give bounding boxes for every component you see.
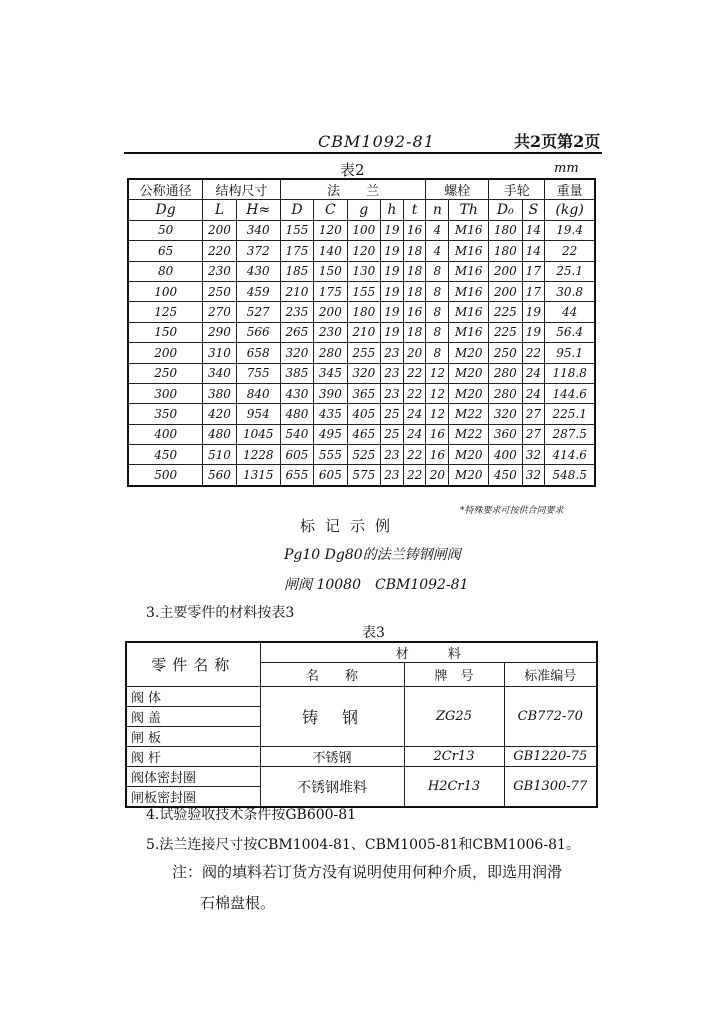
table-cell: 320 — [280, 343, 313, 363]
table-cell: 20 — [426, 465, 449, 486]
table-cell: 32 — [522, 445, 545, 465]
table-cell: 450 — [489, 465, 522, 486]
table-cell: 290 — [203, 322, 236, 342]
table-cell: 23 — [380, 445, 403, 465]
table-row — [126, 687, 597, 707]
section-5-text: 5.法兰连接尺寸按CBM1004-81、CBM1005-81和CBM1006-81。 — [146, 837, 580, 853]
table-cell: 144.6 — [545, 383, 595, 403]
table-row — [128, 343, 595, 363]
material-name-cell: 不锈钢堆料 — [260, 767, 404, 808]
table-cell: 200 — [128, 343, 203, 363]
table-cell: 150 — [128, 322, 203, 342]
table-cell: 250 — [128, 363, 203, 383]
table-cell: 225 — [489, 302, 522, 322]
table-cell: 350 — [128, 404, 203, 424]
table-cell: 210 — [347, 322, 380, 342]
table-subheader-row — [128, 200, 595, 220]
column-group-header: 材 料 — [260, 642, 597, 663]
table-cell: 566 — [236, 322, 280, 342]
note-line: 石棉盘根。 — [200, 894, 276, 912]
table-cell: 385 — [280, 363, 313, 383]
column-header: 牌 号 — [404, 663, 504, 687]
column-header: g — [347, 200, 380, 220]
table-cell: M16 — [449, 261, 489, 281]
table-cell: 19 — [380, 241, 403, 261]
table-cell: 320 — [347, 363, 380, 383]
marking-example-line: 闸阀 10080 CBM1092-81 — [284, 577, 469, 593]
table-cell: 18 — [403, 261, 426, 281]
table-cell: 200 — [203, 220, 236, 240]
table-cell: M16 — [449, 322, 489, 342]
table-cell: 540 — [280, 424, 313, 444]
page-indicator: 共2页第2页 — [514, 132, 601, 151]
table-cell: 280 — [314, 343, 347, 363]
table-cell: 525 — [347, 445, 380, 465]
table-cell: 459 — [236, 281, 280, 301]
table-cell: 24 — [522, 363, 545, 383]
table-cell: 19 — [380, 302, 403, 322]
table-cell: 140 — [314, 241, 347, 261]
standard-number: CBM1092-81 — [318, 132, 435, 151]
table-cell: 372 — [236, 241, 280, 261]
table-cell: 480 — [203, 424, 236, 444]
table-cell: 310 — [203, 343, 236, 363]
marking-example-line: Pg10 Dg80的法兰铸钢闸阀 — [284, 547, 461, 563]
table-cell: 44 — [545, 302, 595, 322]
table-cell: 19 — [522, 322, 545, 342]
table-cell: 340 — [236, 220, 280, 240]
table-cell: 25 — [380, 424, 403, 444]
table-cell: M20 — [449, 465, 489, 486]
table-row — [128, 363, 595, 383]
table-cell: 19 — [380, 220, 403, 240]
dimensions-table — [127, 178, 596, 487]
table-cell: 118.8 — [545, 363, 595, 383]
table-cell: 16 — [426, 424, 449, 444]
table-cell: 16 — [403, 302, 426, 322]
column-header: C — [314, 200, 347, 220]
table-cell: 23 — [380, 383, 403, 403]
table-cell: 658 — [236, 343, 280, 363]
table-cell: 465 — [347, 424, 380, 444]
material-standard-cell: CB772-70 — [504, 687, 597, 747]
column-header: S — [522, 200, 545, 220]
table-cell: 405 — [347, 404, 380, 424]
table-cell: 8 — [426, 261, 449, 281]
table-cell: 1045 — [236, 424, 280, 444]
table-cell: 12 — [426, 404, 449, 424]
column-group-header: 法 兰 — [280, 179, 426, 200]
table-cell: 19 — [380, 261, 403, 281]
table-cell: 24 — [403, 424, 426, 444]
table-cell: 22 — [403, 383, 426, 403]
table-cell: 95.1 — [545, 343, 595, 363]
table-cell: 14 — [522, 241, 545, 261]
table-cell: 8 — [426, 322, 449, 342]
table-cell: 390 — [314, 383, 347, 403]
column-group-header: 重量 — [545, 179, 595, 200]
table-cell: 210 — [280, 281, 313, 301]
table-cell: 1228 — [236, 445, 280, 465]
table-row — [128, 424, 595, 444]
table-cell: 8 — [426, 281, 449, 301]
table-cell: 420 — [203, 404, 236, 424]
part-name-cell: 阀盖 — [126, 707, 260, 727]
column-header: 标准编号 — [504, 663, 597, 687]
table-cell: 25 — [380, 404, 403, 424]
table-row — [128, 241, 595, 261]
table-cell: 100 — [128, 281, 203, 301]
material-grade-cell: ZG25 — [404, 687, 504, 747]
table-cell: 100 — [347, 220, 380, 240]
table-cell: 380 — [203, 383, 236, 403]
column-header: D — [280, 200, 313, 220]
table-cell: 605 — [314, 465, 347, 486]
table-cell: 23 — [380, 343, 403, 363]
column-header: Dg — [128, 200, 203, 220]
table-cell: M16 — [449, 220, 489, 240]
table-cell: 180 — [347, 302, 380, 322]
table-cell: 65 — [128, 241, 203, 261]
table-row — [128, 383, 595, 403]
table-cell: 23 — [380, 363, 403, 383]
table-cell: 250 — [489, 343, 522, 363]
column-group-header: 结构尺寸 — [203, 179, 280, 200]
material-grade-cell: H2Cr13 — [404, 767, 504, 808]
table-cell: 560 — [203, 465, 236, 486]
table-cell: 200 — [489, 261, 522, 281]
table-cell: M20 — [449, 445, 489, 465]
table-cell: 230 — [203, 261, 236, 281]
table-cell: 1315 — [236, 465, 280, 486]
table-cell: 22 — [403, 363, 426, 383]
column-header: 名 称 — [260, 663, 404, 687]
table-cell: 300 — [128, 383, 203, 403]
table-cell: 655 — [280, 465, 313, 486]
part-name-cell: 阀体 — [126, 687, 260, 707]
table-cell: 605 — [280, 445, 313, 465]
part-name-cell: 阀杆 — [126, 747, 260, 767]
column-header: t — [403, 200, 426, 220]
table-cell: 8 — [426, 302, 449, 322]
table-cell: 270 — [203, 302, 236, 322]
table-cell: 130 — [347, 261, 380, 281]
table-cell: 287.5 — [545, 424, 595, 444]
table-cell: 200 — [489, 281, 522, 301]
table-cell: 120 — [314, 220, 347, 240]
table-cell: 8 — [426, 343, 449, 363]
table-cell: 17 — [522, 261, 545, 281]
table-cell: 430 — [236, 261, 280, 281]
table-cell: 18 — [403, 322, 426, 342]
table-row — [128, 302, 595, 322]
table-cell: 180 — [489, 241, 522, 261]
column-group-header: 公称通径 — [128, 179, 203, 200]
table-cell: 25.1 — [545, 261, 595, 281]
table-cell: 495 — [314, 424, 347, 444]
part-name-cell: 闸板密封圈 — [126, 787, 260, 808]
table-row — [128, 220, 595, 240]
table2-caption: 表2 — [340, 161, 365, 179]
marking-example-heading: 标记示例 — [300, 517, 401, 535]
table-row — [128, 322, 595, 342]
table-cell: 555 — [314, 445, 347, 465]
table-cell: 280 — [489, 363, 522, 383]
column-header: D₀ — [489, 200, 522, 220]
column-header: Th — [449, 200, 489, 220]
table-cell: M22 — [449, 404, 489, 424]
table-cell: 185 — [280, 261, 313, 281]
table-cell: M16 — [449, 241, 489, 261]
table-cell: 30.8 — [545, 281, 595, 301]
table-cell: M22 — [449, 424, 489, 444]
table-row — [128, 261, 595, 281]
part-name-cell: 闸板 — [126, 727, 260, 747]
table-cell: 400 — [128, 424, 203, 444]
section-3-text: 3.主要零件的材料按表3 — [146, 605, 295, 621]
table-cell: 22 — [522, 343, 545, 363]
table-cell: 50 — [128, 220, 203, 240]
table-cell: M20 — [449, 343, 489, 363]
table-cell: 19 — [380, 322, 403, 342]
table-cell: 360 — [489, 424, 522, 444]
table-cell: M16 — [449, 281, 489, 301]
table-cell: 430 — [280, 383, 313, 403]
table-cell: 24 — [522, 383, 545, 403]
table-cell: 400 — [489, 445, 522, 465]
table-cell: 230 — [314, 322, 347, 342]
column-header: h — [380, 200, 403, 220]
table-row — [128, 404, 595, 424]
column-header: n — [426, 200, 449, 220]
table-cell: M20 — [449, 363, 489, 383]
table-cell: 175 — [314, 281, 347, 301]
column-group-header: 手轮 — [489, 179, 545, 200]
table-header-row — [126, 642, 597, 663]
table-row — [128, 465, 595, 486]
table-cell: 18 — [403, 281, 426, 301]
column-group-header: 螺栓 — [426, 179, 489, 200]
table-cell: M16 — [449, 302, 489, 322]
table-cell: 4 — [426, 241, 449, 261]
table-cell: 16 — [403, 220, 426, 240]
table-cell: 280 — [489, 383, 522, 403]
table-cell: 480 — [280, 404, 313, 424]
table-cell: 16 — [426, 445, 449, 465]
table-cell: 27 — [522, 404, 545, 424]
table2-unit: mm — [554, 161, 579, 176]
table-cell: 225.1 — [545, 404, 595, 424]
table-cell: 250 — [203, 281, 236, 301]
table-cell: 500 — [128, 465, 203, 486]
table-cell: 345 — [314, 363, 347, 383]
material-standard-cell: GB1220-75 — [504, 747, 597, 767]
table-cell: 180 — [489, 220, 522, 240]
header-rule — [124, 152, 602, 154]
table-cell: 954 — [236, 404, 280, 424]
material-name-cell: 不锈钢 — [260, 747, 404, 767]
table-row — [128, 445, 595, 465]
table-cell: 265 — [280, 322, 313, 342]
column-header: H≈ — [236, 200, 280, 220]
table-cell: 175 — [280, 241, 313, 261]
table-cell: 435 — [314, 404, 347, 424]
table-row — [128, 281, 595, 301]
table-cell: 22 — [403, 445, 426, 465]
table-cell: 365 — [347, 383, 380, 403]
table-cell: 120 — [347, 241, 380, 261]
table-cell: 150 — [314, 261, 347, 281]
table-row — [126, 767, 597, 787]
table-cell: 56.4 — [545, 322, 595, 342]
table-cell: 24 — [403, 404, 426, 424]
column-header: L — [203, 200, 236, 220]
table-cell: 32 — [522, 465, 545, 486]
material-standard-cell: GB1300-77 — [504, 767, 597, 808]
table-cell: 12 — [426, 363, 449, 383]
column-header: 零件名称 — [126, 642, 260, 687]
material-grade-cell: 2Cr13 — [404, 747, 504, 767]
table-cell: 18 — [403, 241, 426, 261]
material-name-cell: 铸 钢 — [260, 687, 404, 747]
table-cell: M20 — [449, 383, 489, 403]
table-cell: 19 — [380, 281, 403, 301]
table-cell: 19 — [522, 302, 545, 322]
table-cell: 23 — [380, 465, 403, 486]
note-line: 注：阀的填料若订货方没有说明使用何种介质，即选用润滑 — [172, 863, 563, 881]
section-4-text: 4.试验验收技术条件按GB600-81 — [146, 807, 357, 823]
table-cell: 450 — [128, 445, 203, 465]
table-cell: 340 — [203, 363, 236, 383]
table-cell: 27 — [522, 424, 545, 444]
table-cell: 155 — [347, 281, 380, 301]
table-cell: 17 — [522, 281, 545, 301]
table-cell: 755 — [236, 363, 280, 383]
table-cell: 840 — [236, 383, 280, 403]
table-cell: 200 — [314, 302, 347, 322]
table-cell: 19.4 — [545, 220, 595, 240]
table-cell: 22 — [403, 465, 426, 486]
table-cell: 414.6 — [545, 445, 595, 465]
table-cell: 14 — [522, 220, 545, 240]
table-cell: 527 — [236, 302, 280, 322]
column-header: (kg) — [545, 200, 595, 220]
table-cell: 235 — [280, 302, 313, 322]
table-cell: 220 — [203, 241, 236, 261]
table-cell: 22 — [545, 241, 595, 261]
table-cell: 320 — [489, 404, 522, 424]
table2-footnote: *特殊要求可按供合同要求 — [460, 506, 564, 516]
table-cell: 510 — [203, 445, 236, 465]
table-cell: 12 — [426, 383, 449, 403]
table-cell: 548.5 — [545, 465, 595, 486]
table-cell: 155 — [280, 220, 313, 240]
table-cell: 255 — [347, 343, 380, 363]
table-cell: 125 — [128, 302, 203, 322]
table-cell: 225 — [489, 322, 522, 342]
table-cell: 4 — [426, 220, 449, 240]
table-row — [126, 747, 597, 767]
table-cell: 80 — [128, 261, 203, 281]
materials-table — [125, 641, 598, 808]
table-header-row — [128, 179, 595, 200]
table-cell: 20 — [403, 343, 426, 363]
table-cell: 575 — [347, 465, 380, 486]
part-name-cell: 阀体密封圈 — [126, 767, 260, 787]
table3-caption: 表3 — [362, 625, 385, 641]
